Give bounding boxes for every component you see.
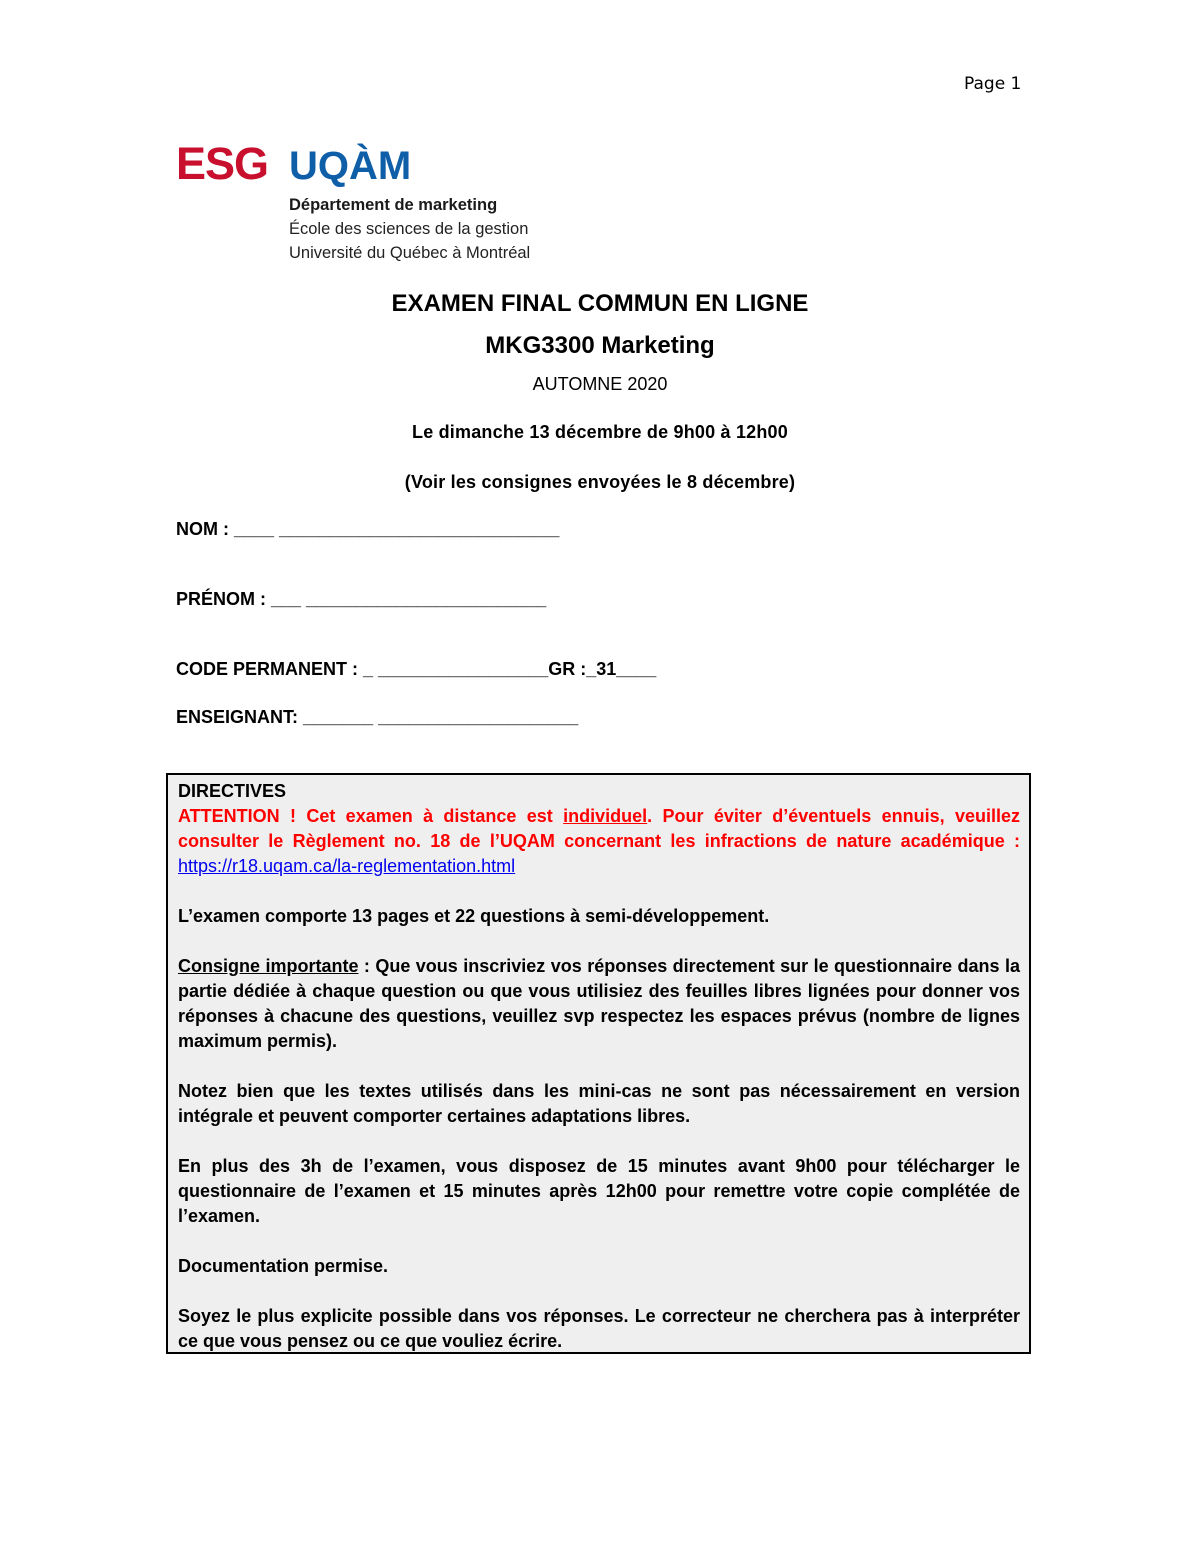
enseignant-field: ENSEIGNANT: _______ ____________________ (176, 707, 579, 727)
reglement-link[interactable]: https://r18.uqam.ca/la-reglementation.html (178, 856, 516, 876)
prenom-field: PRÉNOM : ___ ________________________ (176, 589, 547, 609)
logo-uqam-wordmark: UQÀM (289, 144, 412, 188)
notez-paragraph: Notez bien que les textes utilisés dans les mini-cas ne sont pas nécessairement en version intégrale et peuvent comporter certaines adaptations libres. (178, 1081, 1020, 1126)
logo-university: Université du Québec à Montréal (289, 244, 531, 262)
consigne-paragraph (178, 954, 1020, 1054)
nom-field: NOM : ____ ____________________________ (176, 519, 560, 539)
en-plus-paragraph: En plus des 3h de l’examen, vous disposez de 15 minutes avant 9h00 pour télécharger le questionnaire de l’examen et 15 minutes après 12h00 pour remettre votre copie complétée de l’examen. (178, 1156, 1020, 1226)
attention-text-cont: . Pour éviter d’éventuels ennuis, veuillez consulter le Règlement no. 18 de l’UQAM concernant les infractions de nature académique : (178, 806, 1020, 851)
soyez-paragraph: Soyez le plus explicite possible dans vos réponses. Le correcteur ne cherchera pas à interpréter ce que vous pensez ou ce que vouliez écrire. (178, 1306, 1020, 1351)
exam-title: EXAMEN FINAL COMMUN EN LIGNE (391, 290, 809, 317)
page-number: Page 1 (964, 74, 1022, 94)
attention-paragraph (178, 804, 1020, 879)
directives-heading: DIRECTIVES (178, 781, 287, 801)
documentation-paragraph: Documentation permise. (178, 1256, 389, 1276)
pages-info: L’examen comporte 13 pages et 22 questions à semi-développement. (178, 906, 770, 926)
directives-box (166, 773, 1031, 1354)
consigne-label: Consigne importante (178, 956, 359, 976)
course-name: MKG3300 Marketing (485, 332, 715, 359)
consigne-text: : Que vous inscriviez vos réponses directement sur le questionnaire dans la partie dédiée à chaque question ou que vous utilisiez des feuilles libres lignées pour donner vos réponses à chacune des questions, veuillez svp respectez les espaces prévus (nombre de lignes maximum permis). (178, 956, 1020, 1051)
instructions-note: (Voir les consignes envoyées le 8 décembre) (404, 472, 796, 492)
exam-date: Le dimanche 13 décembre de 9h00 à 12h00 (412, 422, 788, 442)
logo-department: Département de marketing (289, 196, 498, 214)
esg-uqam-logo (176, 138, 536, 262)
code-permanent-field: CODE PERMANENT : _ _________________GR :_31____ (176, 659, 657, 679)
attention-text: ATTENTION ! Cet examen à distance est (178, 806, 564, 826)
logo-esg-wordmark: ESG (176, 138, 269, 189)
term: AUTOMNE 2020 (532, 374, 668, 394)
individuel-text: individuel (563, 806, 648, 826)
logo-school: École des sciences de la gestion (289, 220, 529, 238)
